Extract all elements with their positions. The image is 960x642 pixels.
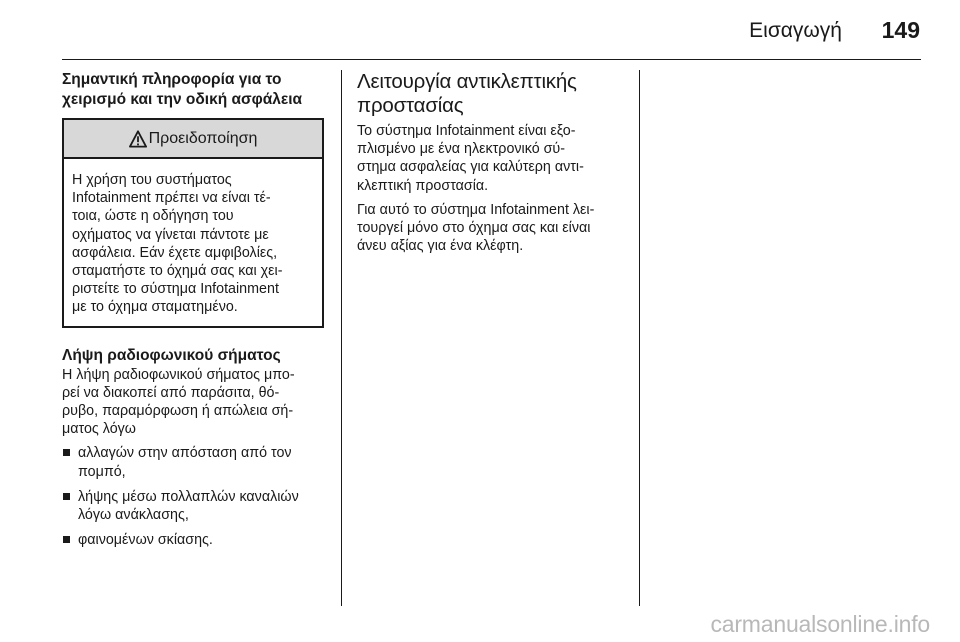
left-column bbox=[62, 70, 324, 556]
antitheft-line: πλισμένο με ένα ηλεκτρονικό σύ- bbox=[357, 141, 566, 158]
list-item bbox=[62, 444, 324, 480]
antitheft-paragraph-1 bbox=[357, 122, 625, 195]
warning-line: σταματήστε το όχημά σας και χει- bbox=[72, 263, 283, 280]
warning-box bbox=[62, 118, 324, 328]
warning-line: οχήματος να γίνεται πάντοτε με bbox=[72, 226, 269, 243]
bullet-line: αλλαγών στην απόσταση από τον bbox=[78, 445, 292, 462]
antitheft-line: τουργεί μόνο στο όχημα σας και είναι bbox=[357, 220, 591, 237]
warning-line: τοια, ώστε η οδήγηση του bbox=[72, 208, 234, 225]
column-divider-left bbox=[341, 70, 342, 606]
header-rule bbox=[62, 59, 921, 60]
radio-line: Η λήψη ραδιοφωνικού σήματος μπο- bbox=[62, 366, 295, 383]
list-item bbox=[62, 531, 324, 549]
radio-bullet-list bbox=[62, 444, 324, 549]
antitheft-line: Για αυτό το σύστημα Infotainment λει- bbox=[357, 201, 595, 218]
warning-header bbox=[64, 120, 322, 159]
safety-heading-line: Σημαντική πληροφορία για το bbox=[62, 71, 282, 88]
antitheft-line: Το σύστημα Infotainment είναι εξο- bbox=[357, 123, 576, 139]
bullet-line: λήψης μέσω πολλαπλών καναλιών bbox=[78, 488, 299, 505]
watermark: carmanualsonline.info bbox=[710, 611, 930, 637]
antitheft-heading-line: προστασίας bbox=[357, 94, 464, 117]
radio-line: ρεί να διακοπεί από παράσιτα, θό- bbox=[62, 384, 280, 401]
page-header bbox=[0, 0, 960, 62]
antitheft-paragraph-2 bbox=[357, 201, 625, 256]
middle-column bbox=[357, 70, 625, 255]
header-title: Εισαγωγή bbox=[749, 19, 842, 42]
bullet-line: φαινομένων σκίασης. bbox=[78, 532, 213, 549]
warning-text bbox=[64, 159, 322, 326]
bullet-line: πομπό, bbox=[78, 463, 126, 480]
warning-line: Infotainment πρέπει να είναι τέ- bbox=[72, 190, 271, 207]
radio-heading: Λήψη ραδιοφωνικού σήματος bbox=[62, 346, 281, 364]
warning-line: ριστείτε το σύστημα Infotainment bbox=[72, 281, 279, 298]
radio-line: ματος λόγω bbox=[62, 421, 136, 438]
antitheft-heading bbox=[357, 70, 625, 118]
safety-heading bbox=[62, 70, 324, 110]
square-bullet-icon bbox=[63, 493, 70, 500]
warning-title: Προειδοποίηση bbox=[148, 130, 258, 147]
page-number: 149 bbox=[881, 17, 920, 43]
antitheft-line: άνευ αξίας για ένα κλέφτη. bbox=[357, 238, 524, 255]
radio-paragraph bbox=[62, 366, 324, 439]
antitheft-line: στημα ασφαλείας για καλύτερη αντι- bbox=[357, 159, 584, 176]
radio-line: ρυβο, παραμόρφωση ή απώλεια σή- bbox=[62, 403, 294, 420]
square-bullet-icon bbox=[63, 449, 70, 456]
warning-line: ασφάλεια. Εάν έχετε αμφιβολίες, bbox=[72, 244, 278, 261]
list-item bbox=[62, 488, 324, 524]
square-bullet-icon bbox=[63, 536, 70, 543]
antitheft-line: κλεπτική προστασία. bbox=[357, 177, 489, 194]
warning-line: Η χρήση του συστήματος bbox=[72, 172, 232, 188]
column-divider-right bbox=[639, 70, 640, 606]
warning-triangle-icon bbox=[129, 130, 147, 148]
warning-line: με το όχημα σταματημένο. bbox=[72, 299, 238, 316]
bullet-line: λόγω ανάκλασης, bbox=[78, 507, 189, 524]
radio-reception-section bbox=[62, 346, 324, 550]
antitheft-heading-line: Λειτουργία αντικλεπτικής bbox=[357, 70, 577, 93]
safety-heading-line: χειρισμό και την οδική ασφάλεια bbox=[62, 91, 303, 108]
